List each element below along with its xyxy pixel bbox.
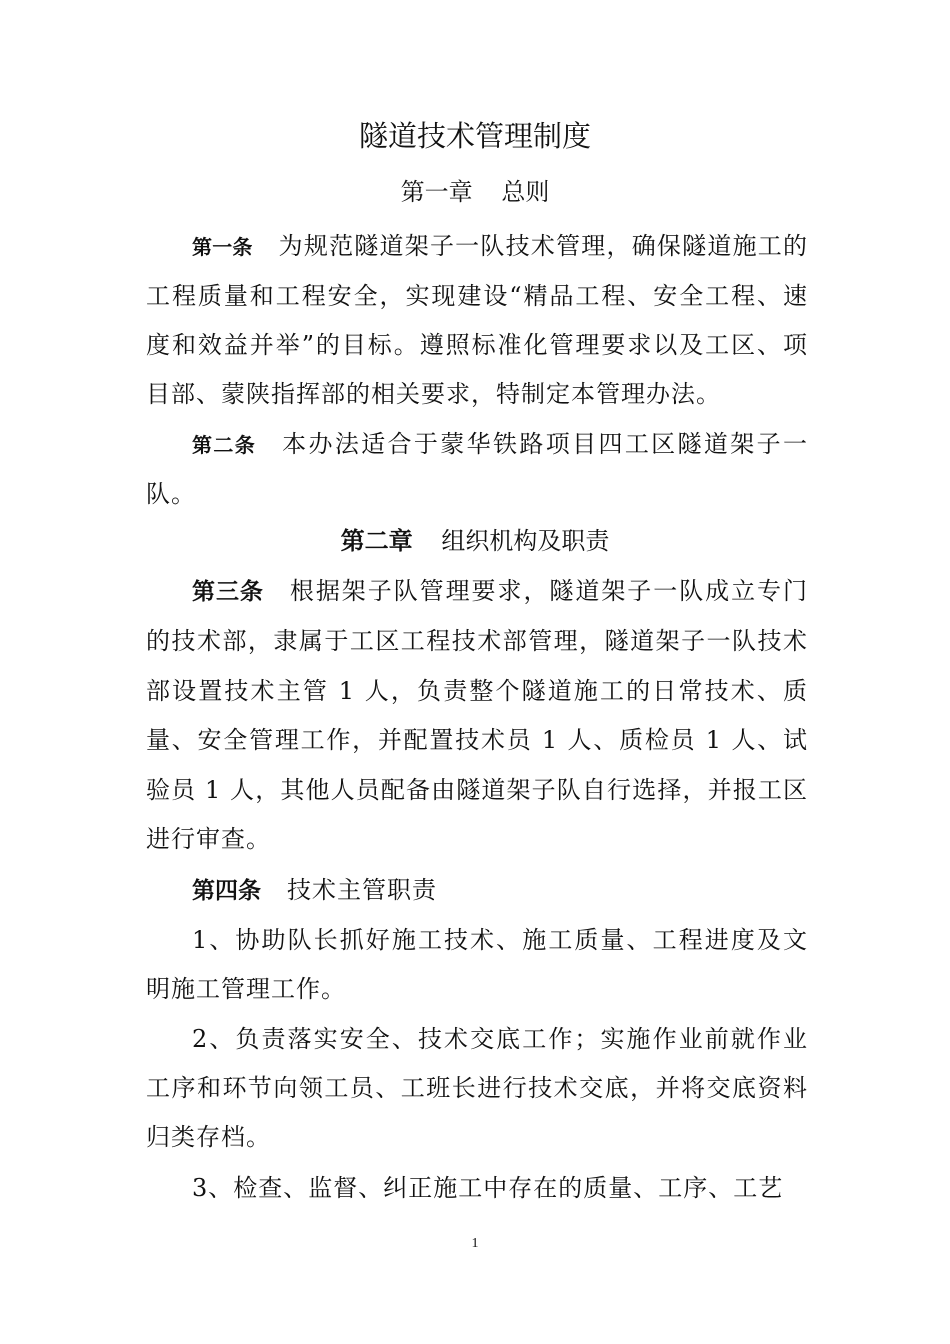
article-4-label: 第四条 — [192, 878, 261, 904]
article-2-label: 第二条 — [192, 433, 257, 457]
article-4 — [146, 866, 808, 916]
chapter-1-name: 总则 — [501, 178, 550, 206]
article-2-text: 本办法适合于蒙华铁路项目四工区隧道架子一队。 — [146, 430, 809, 508]
page-number: 1 — [471, 1236, 479, 1251]
list-item-1: 1、协助队长抓好施工技术、施工质量、工程进度及文明施工管理工作。 — [146, 926, 808, 1003]
chapter-1-number: 第一章 — [400, 178, 473, 206]
article-3-text: 根据架子队管理要求，隧道架子一队成立专门的技术部，隶属于工区工程技术部管理，隧道架子一队技术部设置技术主管 1 人，负责整个隧道施工的日常技术、质量、安全管理工作，并配置技术员 1 人、质检员 1 人、试验员 1 人，其他人员配备由隧道架子队自行选择，并报工区进行审查。 — [146, 577, 809, 854]
article-1-label: 第一条 — [192, 235, 253, 259]
chapter-1-heading — [0, 172, 950, 212]
article-1-text: 为规范隧道架子一队技术管理，确保隧道施工的工程质量和工程安全，实现建设“精品工程、安全工程、速度和效益并举”的目标。遵照标准化管理要求以及工区、项目部、蒙陕指挥部的相关要求，特制定本管理办法。 — [146, 232, 809, 408]
list-item-3: 3、检查、监督、纠正施工中存在的质量、工序、工艺 — [192, 1174, 784, 1202]
article-3-label: 第三条 — [192, 579, 264, 605]
list-item-2: 2、负责落实安全、技术交底工作；实施作业前就作业工序和环节向领工员、工班长进行技术交底，并将交底资料归类存档。 — [146, 1025, 808, 1151]
article-3 — [146, 567, 808, 864]
article-1 — [146, 222, 808, 419]
article-4-text: 技术主管职责 — [287, 876, 437, 904]
chapter-2-name: 组织机构及职责 — [441, 527, 610, 555]
chapter-2-number: 第二章 — [340, 527, 413, 555]
chapter-2-heading — [0, 521, 950, 561]
article-2 — [146, 420, 808, 519]
document-title: 隧道技术管理制度 — [358, 119, 591, 153]
